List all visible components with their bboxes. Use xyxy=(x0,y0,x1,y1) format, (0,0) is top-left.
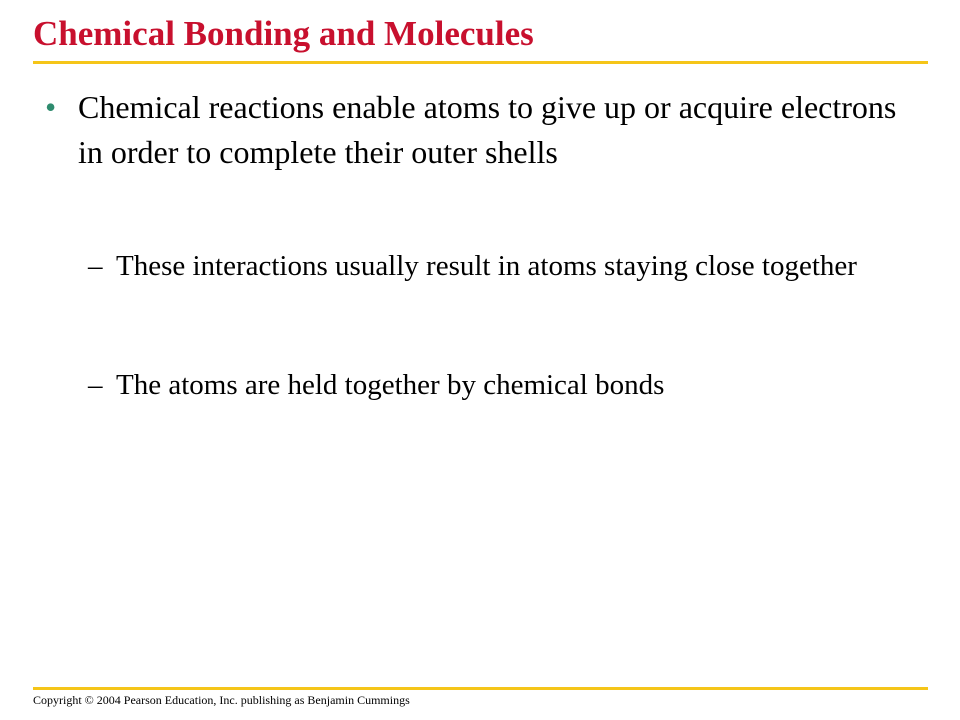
bullet-item xyxy=(45,85,905,175)
bullet-marker: • xyxy=(45,89,57,125)
title-rule xyxy=(33,61,928,64)
sub-bullet-marker: – xyxy=(88,250,103,282)
sub-bullet-item xyxy=(88,246,908,287)
sub-bullet-text: The atoms are held together by chemical bonds xyxy=(116,369,665,401)
footer-rule xyxy=(33,687,928,690)
sub-bullet-marker: – xyxy=(88,369,103,401)
bullet-text: Chemical reactions enable atoms to give up or acquire electrons in order to complete their outer shells xyxy=(78,89,897,170)
copyright-text: Copyright © 2004 Pearson Education, Inc. publishing as Benjamin Cummings xyxy=(33,693,410,707)
sub-bullet-text: These interactions usually result in atoms staying close together xyxy=(116,250,857,282)
slide-title: Chemical Bonding and Molecules xyxy=(33,14,534,53)
sub-bullet-item xyxy=(88,365,908,406)
